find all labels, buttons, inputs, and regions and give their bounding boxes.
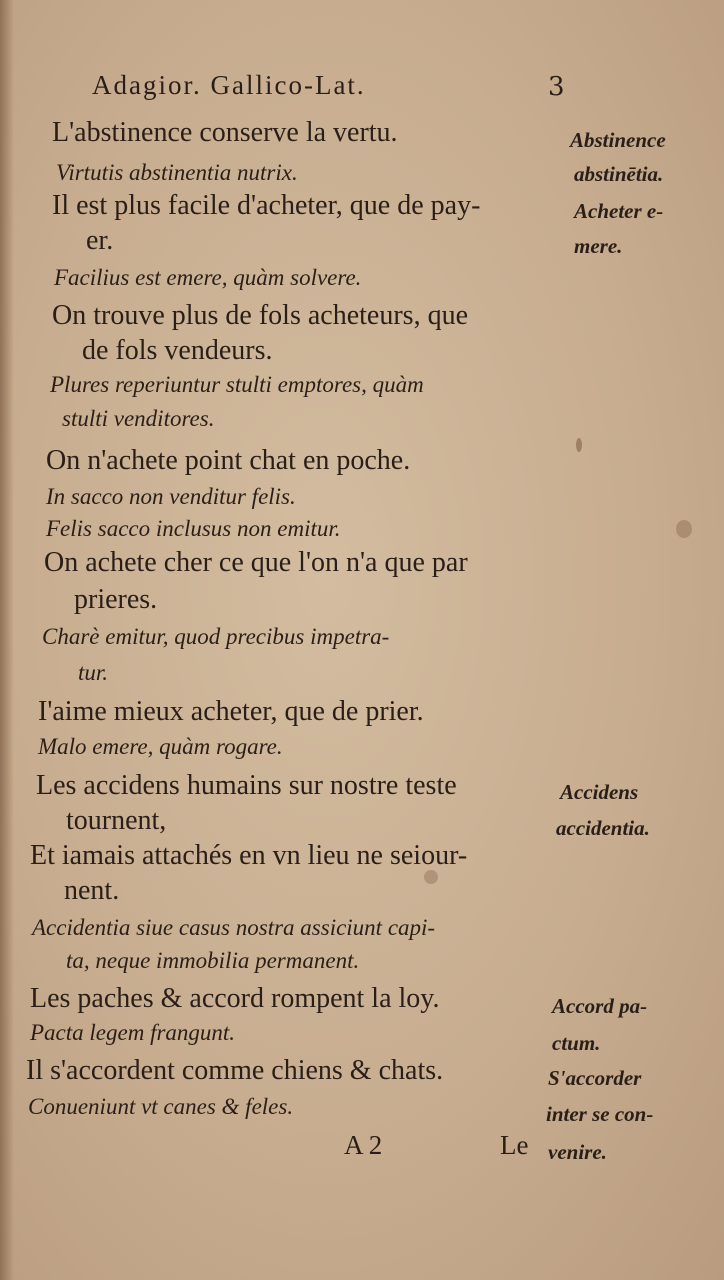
running-title: Adagior. Gallico-Lat. <box>92 70 366 100</box>
text-line: Il est plus facile d'acheter, que de pay- <box>52 190 481 221</box>
text-line: Accidentia siue casus nostra assiciunt capi- <box>32 915 436 940</box>
text-line: er. <box>86 225 114 256</box>
margin-note: abstinētia. <box>574 162 664 186</box>
margin-note: mere. <box>574 234 623 258</box>
text-line: Virtutis abstinentia nutrix. <box>56 160 298 185</box>
ink-spot <box>424 870 438 884</box>
text-line: ta, neque immobilia permanent. <box>66 948 360 973</box>
ink-spot <box>576 438 582 452</box>
catchword: Le <box>500 1130 529 1160</box>
text-line: L'abstinence conserve la vertu. <box>52 117 398 148</box>
page-edge-shadow <box>0 0 14 1280</box>
text-line: Facilius est emere, quàm solvere. <box>54 265 362 290</box>
text-line: Plures reperiuntur stulti emptores, quàm <box>50 372 424 397</box>
text-line: de fols vendeurs. <box>82 335 273 366</box>
text-line: Charè emitur, quod precibus impetra- <box>42 624 390 649</box>
text-line: tur. <box>78 660 109 685</box>
text-line: Conueniunt vt canes & feles. <box>28 1094 294 1119</box>
margin-note: Accidens <box>560 780 639 804</box>
text-line: On achete cher ce que l'on n'a que par <box>44 547 468 578</box>
text-line: On n'achete point chat en poche. <box>46 445 411 476</box>
text-line: Les paches & accord rompent la loy. <box>30 983 440 1014</box>
text-line: Les accidens humains sur nostre teste <box>36 770 457 801</box>
margin-note: Abstinence <box>570 128 666 152</box>
text-line: Felis sacco inclusus non emitur. <box>46 516 341 541</box>
text-line: On trouve plus de fols acheteurs, que <box>52 300 468 331</box>
text-line: Malo emere, quàm rogare. <box>38 734 283 759</box>
text-line: Et iamais attachés en vn lieu ne seiour- <box>30 840 468 871</box>
margin-note: inter se con- <box>546 1102 654 1126</box>
margin-note: ctum. <box>552 1031 601 1055</box>
margin-note: Accord pa- <box>552 994 648 1018</box>
text-line: Il s'accordent comme chiens & chats. <box>26 1055 444 1086</box>
margin-note: venire. <box>548 1140 607 1164</box>
text-line: stulti venditores. <box>62 406 215 431</box>
margin-note: S'accorder <box>548 1066 642 1090</box>
text-line: nent. <box>64 875 120 906</box>
text-line: Pacta legem frangunt. <box>30 1020 236 1045</box>
ink-spot <box>676 520 692 538</box>
page-number: 3 <box>548 72 565 102</box>
text-line: tournent, <box>66 805 167 836</box>
text-line: In sacco non venditur felis. <box>46 484 296 509</box>
margin-note: Acheter e- <box>574 199 664 223</box>
text-line: I'aime mieux acheter, que de prier. <box>38 696 424 727</box>
signature-mark: A 2 <box>344 1130 383 1160</box>
margin-note: accidentia. <box>556 816 650 840</box>
text-line: prieres. <box>74 584 158 615</box>
